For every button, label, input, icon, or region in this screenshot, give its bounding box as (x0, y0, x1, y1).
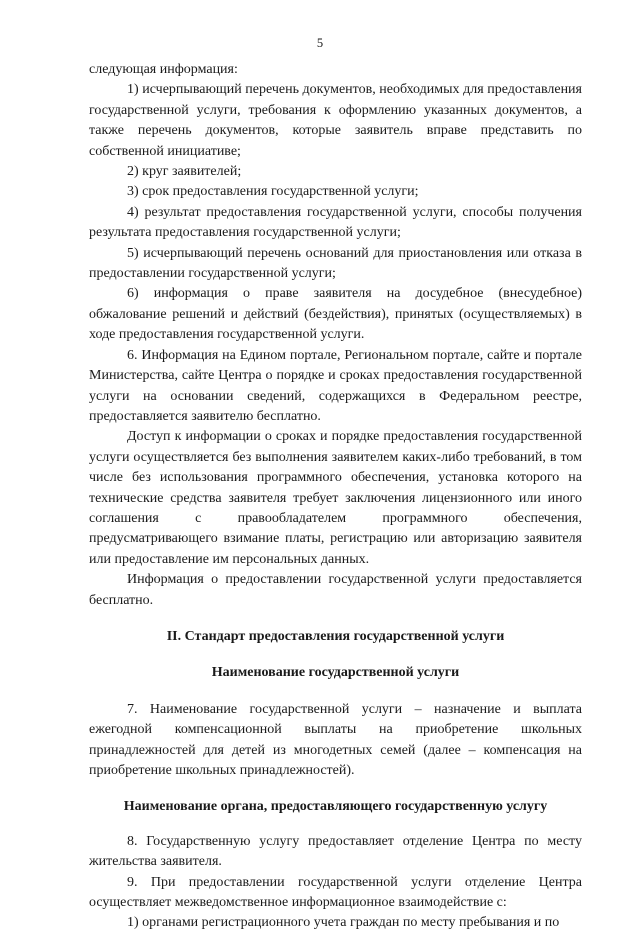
list-item-appeal: 6) информация о праве заявителя на досудебное (внесудебное) обжалование решений и действий (бездействия), принятых (осуществляемых) в ходе предоставления государственной услуги. (89, 286, 582, 343)
paragraph-6: 6. Информация на Едином портале, Региональном портале, сайте и портале Министерства, сайте Центра о порядке и сроках предоставления государственной услуги на основании сведений, содержащихся в Федеральном реестре, предоставляется заявителю бесплатно. (89, 347, 582, 424)
section-heading: II. Стандарт предоставления государственной услуги (166, 628, 505, 644)
list-item-applicants: 2) круг заявителей; (127, 164, 242, 180)
subheading-authority: Наименование органа, предоставляющего государственную услугу (123, 799, 548, 815)
paragraph-free: Информация о предоставлении государственной услуги предоставляется бесплатно. (89, 572, 582, 608)
list-item-documents: 1) исчерпывающий перечень документов, необходимых для предоставления государственной услуги, требования к оформлению указанных документов, а также перечень документов, которые заявитель вправе представить по собственной инициативе; (89, 82, 582, 159)
subheading-service-name: Наименование государственной услуги (211, 665, 460, 681)
list-item-grounds: 5) исчерпывающий перечень оснований для приостановления или отказа в предоставлении государственной услуги; (89, 245, 582, 282)
document-body (89, 60, 582, 934)
list-item-registration: 1) органами регистрационного учета граждан по месту пребывания и по (127, 915, 560, 931)
paragraph-continuation: следующая информация: (89, 62, 238, 77)
paragraph-7: 7. Наименование государственной услуги – назначение и выплата ежегодной компенсационной выплаты на приобретение школьных принадлежностей для детей из многодетных семей (далее – компенсация на приобретение школьных принадлежностей). (89, 701, 582, 778)
paragraph-9: 9. При предоставлении государственной услуги отделение Центра осуществляет межведомственное информационное взаимодействие с: (89, 874, 582, 911)
paragraph-access: Доступ к информации о сроках и порядке предоставления государственной услуги осуществляется без выполнения заявителем каких-либо требований, в том числе без использования программного обеспечения, установка которого на технические средства заявителя требует заключения лицензионного или иного соглашения с правообладателем программного обеспечения, предусматривающего взимание платы, регистрацию или авторизацию заявителя или предоставление им персональных данных. (89, 429, 582, 567)
page-number: 5 (316, 36, 324, 50)
list-item-term: 3) срок предоставления государственной услуги; (127, 184, 419, 200)
paragraph-8: 8. Государственную услугу предоставляет отделение Центра по месту жительства заявителя. (89, 833, 582, 870)
list-item-result: 4) результат предоставления государственной услуги, способы получения результата предоставления государственной услуги; (89, 204, 582, 241)
